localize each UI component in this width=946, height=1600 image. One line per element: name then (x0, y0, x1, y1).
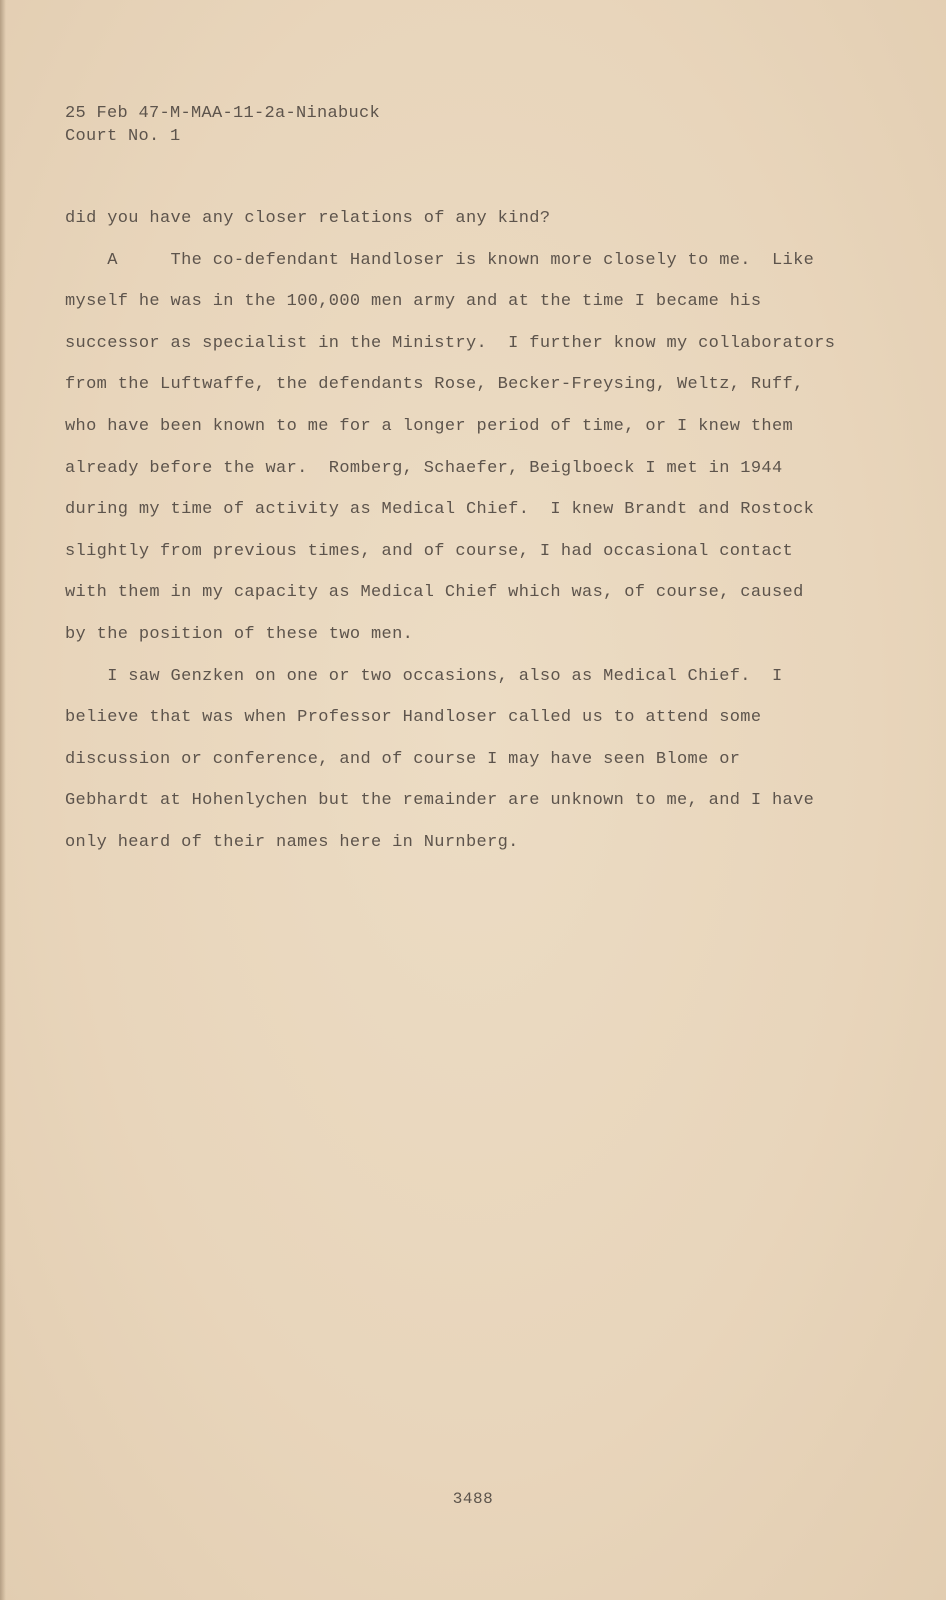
transcript-line: slightly from previous times, and of course, I had occasional contact (65, 541, 794, 561)
transcript-line: with them in my capacity as Medical Chief which was, of course, caused (65, 583, 804, 603)
transcript-line: from the Luftwaffe, the defendants Rose, Becker-Freysing, Weltz, Ruff, (65, 375, 804, 395)
page-number: 3488 (452, 1490, 494, 1508)
transcript-line: I saw Genzken on one or two occasions, also as Medical Chief. I (65, 666, 783, 686)
transcript-line: myself he was in the 100,000 men army and at the time I became his (65, 292, 762, 312)
header-court-line: Court No. 1 (65, 127, 181, 146)
transcript-line: who have been known to me for a longer period of time, or I knew them (65, 416, 794, 436)
transcript-body (65, 206, 885, 872)
header-reference-line: 25 Feb 47-M-MAA-11-2a-Ninabuck (65, 104, 381, 123)
transcript-line: believe that was when Professor Handloser called us to attend some (65, 708, 762, 728)
transcript-line: A The co-defendant Handloser is known more closely to me. Like (65, 250, 815, 270)
transcript-line: only heard of their names here in Nurnberg. (65, 832, 519, 852)
transcript-line: by the position of these two men. (65, 624, 414, 644)
page-edge-shadow (0, 0, 6, 1600)
transcript-line: successor as specialist in the Ministry. I further know my collaborators (65, 333, 836, 353)
transcript-line: during my time of activity as Medical Chief. I knew Brandt and Rostock (65, 500, 815, 520)
transcript-line: already before the war. Romberg, Schaefer, Beiglboeck I met in 1944 (65, 458, 783, 478)
document-header (65, 102, 380, 148)
transcript-line: discussion or conference, and of course I may have seen Blome or (65, 749, 741, 769)
transcript-line: Gebhardt at Hohenlychen but the remainder are unknown to me, and I have (65, 791, 815, 811)
transcript-line: did you have any closer relations of any kind? (65, 209, 551, 228)
